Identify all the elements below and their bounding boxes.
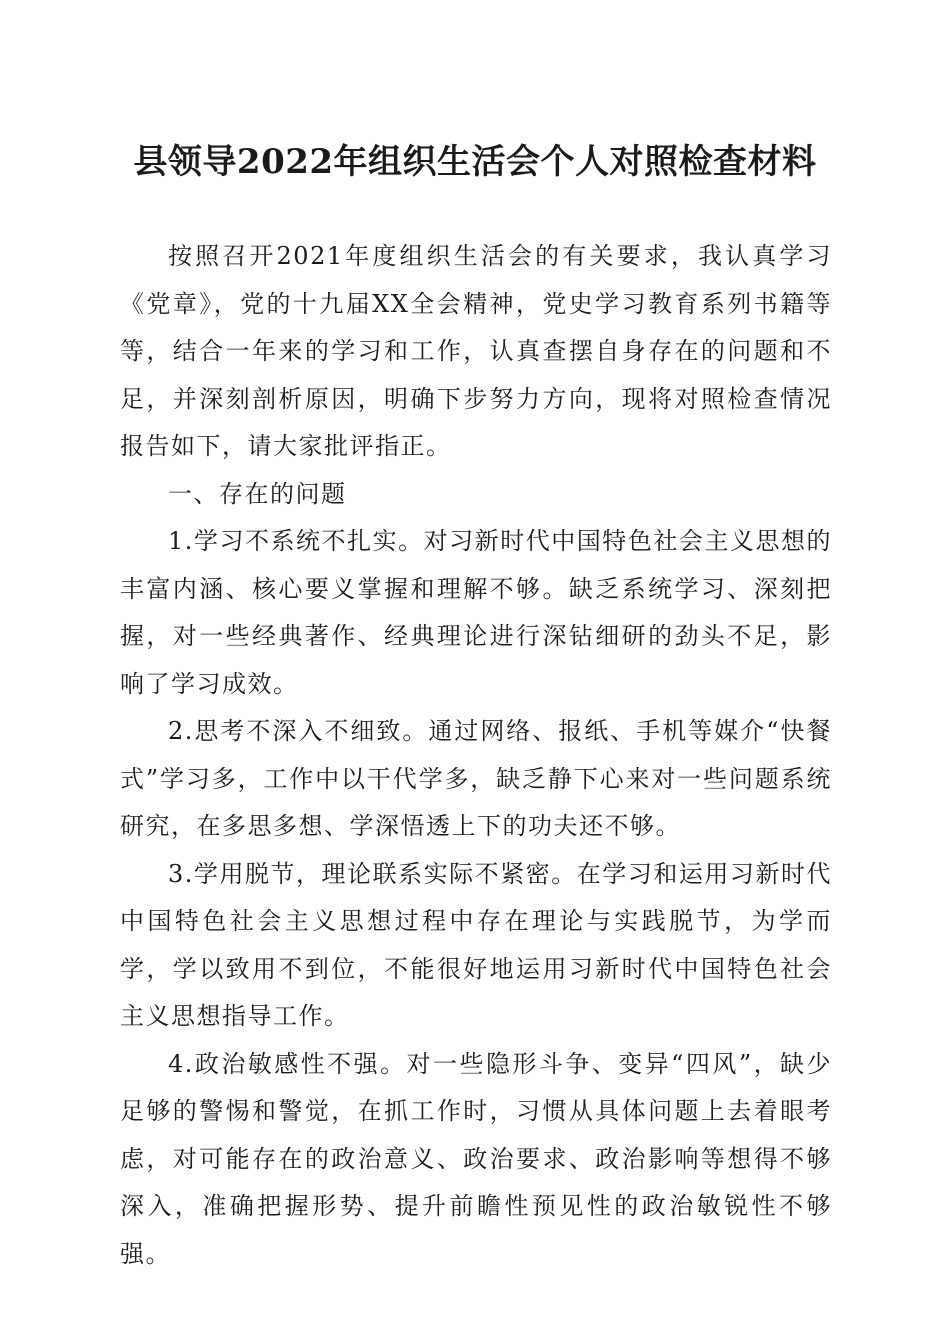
problem-item-1: 1.学习不系统不扎实。对习新时代中国特色社会主义思想的丰富内涵、核心要义掌握和理解不够。缺乏系统学习、深刻把握，对一些经典著作、经典理论进行深钻细研的劲头不足，影响了学习成效。 [120,527,832,698]
document-body [120,233,832,1278]
section-heading-problems: 一、存在的问题 [168,479,347,508]
problem-item-4: 4.政治敏感性不强。对一些隐形斗争、变异“四风”，缺少足够的警惕和警觉，在抓工作时，习惯从具体问题上去着眼考虑，对可能存在的政治意义、政治要求、政治影响等想得不够深入，准确把握形势、提升前瞻性预见性的政治敏锐性不够强。 [120,1049,832,1268]
problem-item-3: 3.学用脱节，理论联系实际不紧密。在学习和运用习新时代中国特色社会主义思想过程中存在理论与实践脱节，为学而学，学以致用不到位，不能很好地运用习新时代中国特色社会主义思想指导工作。 [120,859,832,1030]
intro-paragraph: 按照召开2021年度组织生活会的有关要求，我认真学习《党章》，党的十九届XX全会精神，党史学习教育系列书籍等等，结合一年来的学习和工作，认真查摆自身存在的问题和不足，并深刻剖析原因，明确下步努力方向，现将对照检查情况报告如下，请大家批评指正。 [120,242,832,460]
problem-item-2: 2.思考不深入不细致。通过网络、报纸、手机等媒介“快餐式”学习多，工作中以干代学多，缺乏静下心来对一些问题系统研究，在多思多想、学深悟透上下的功夫还不够。 [120,717,832,840]
document-title: 县领导2022年组织生活会个人对照检查材料 [133,142,817,182]
